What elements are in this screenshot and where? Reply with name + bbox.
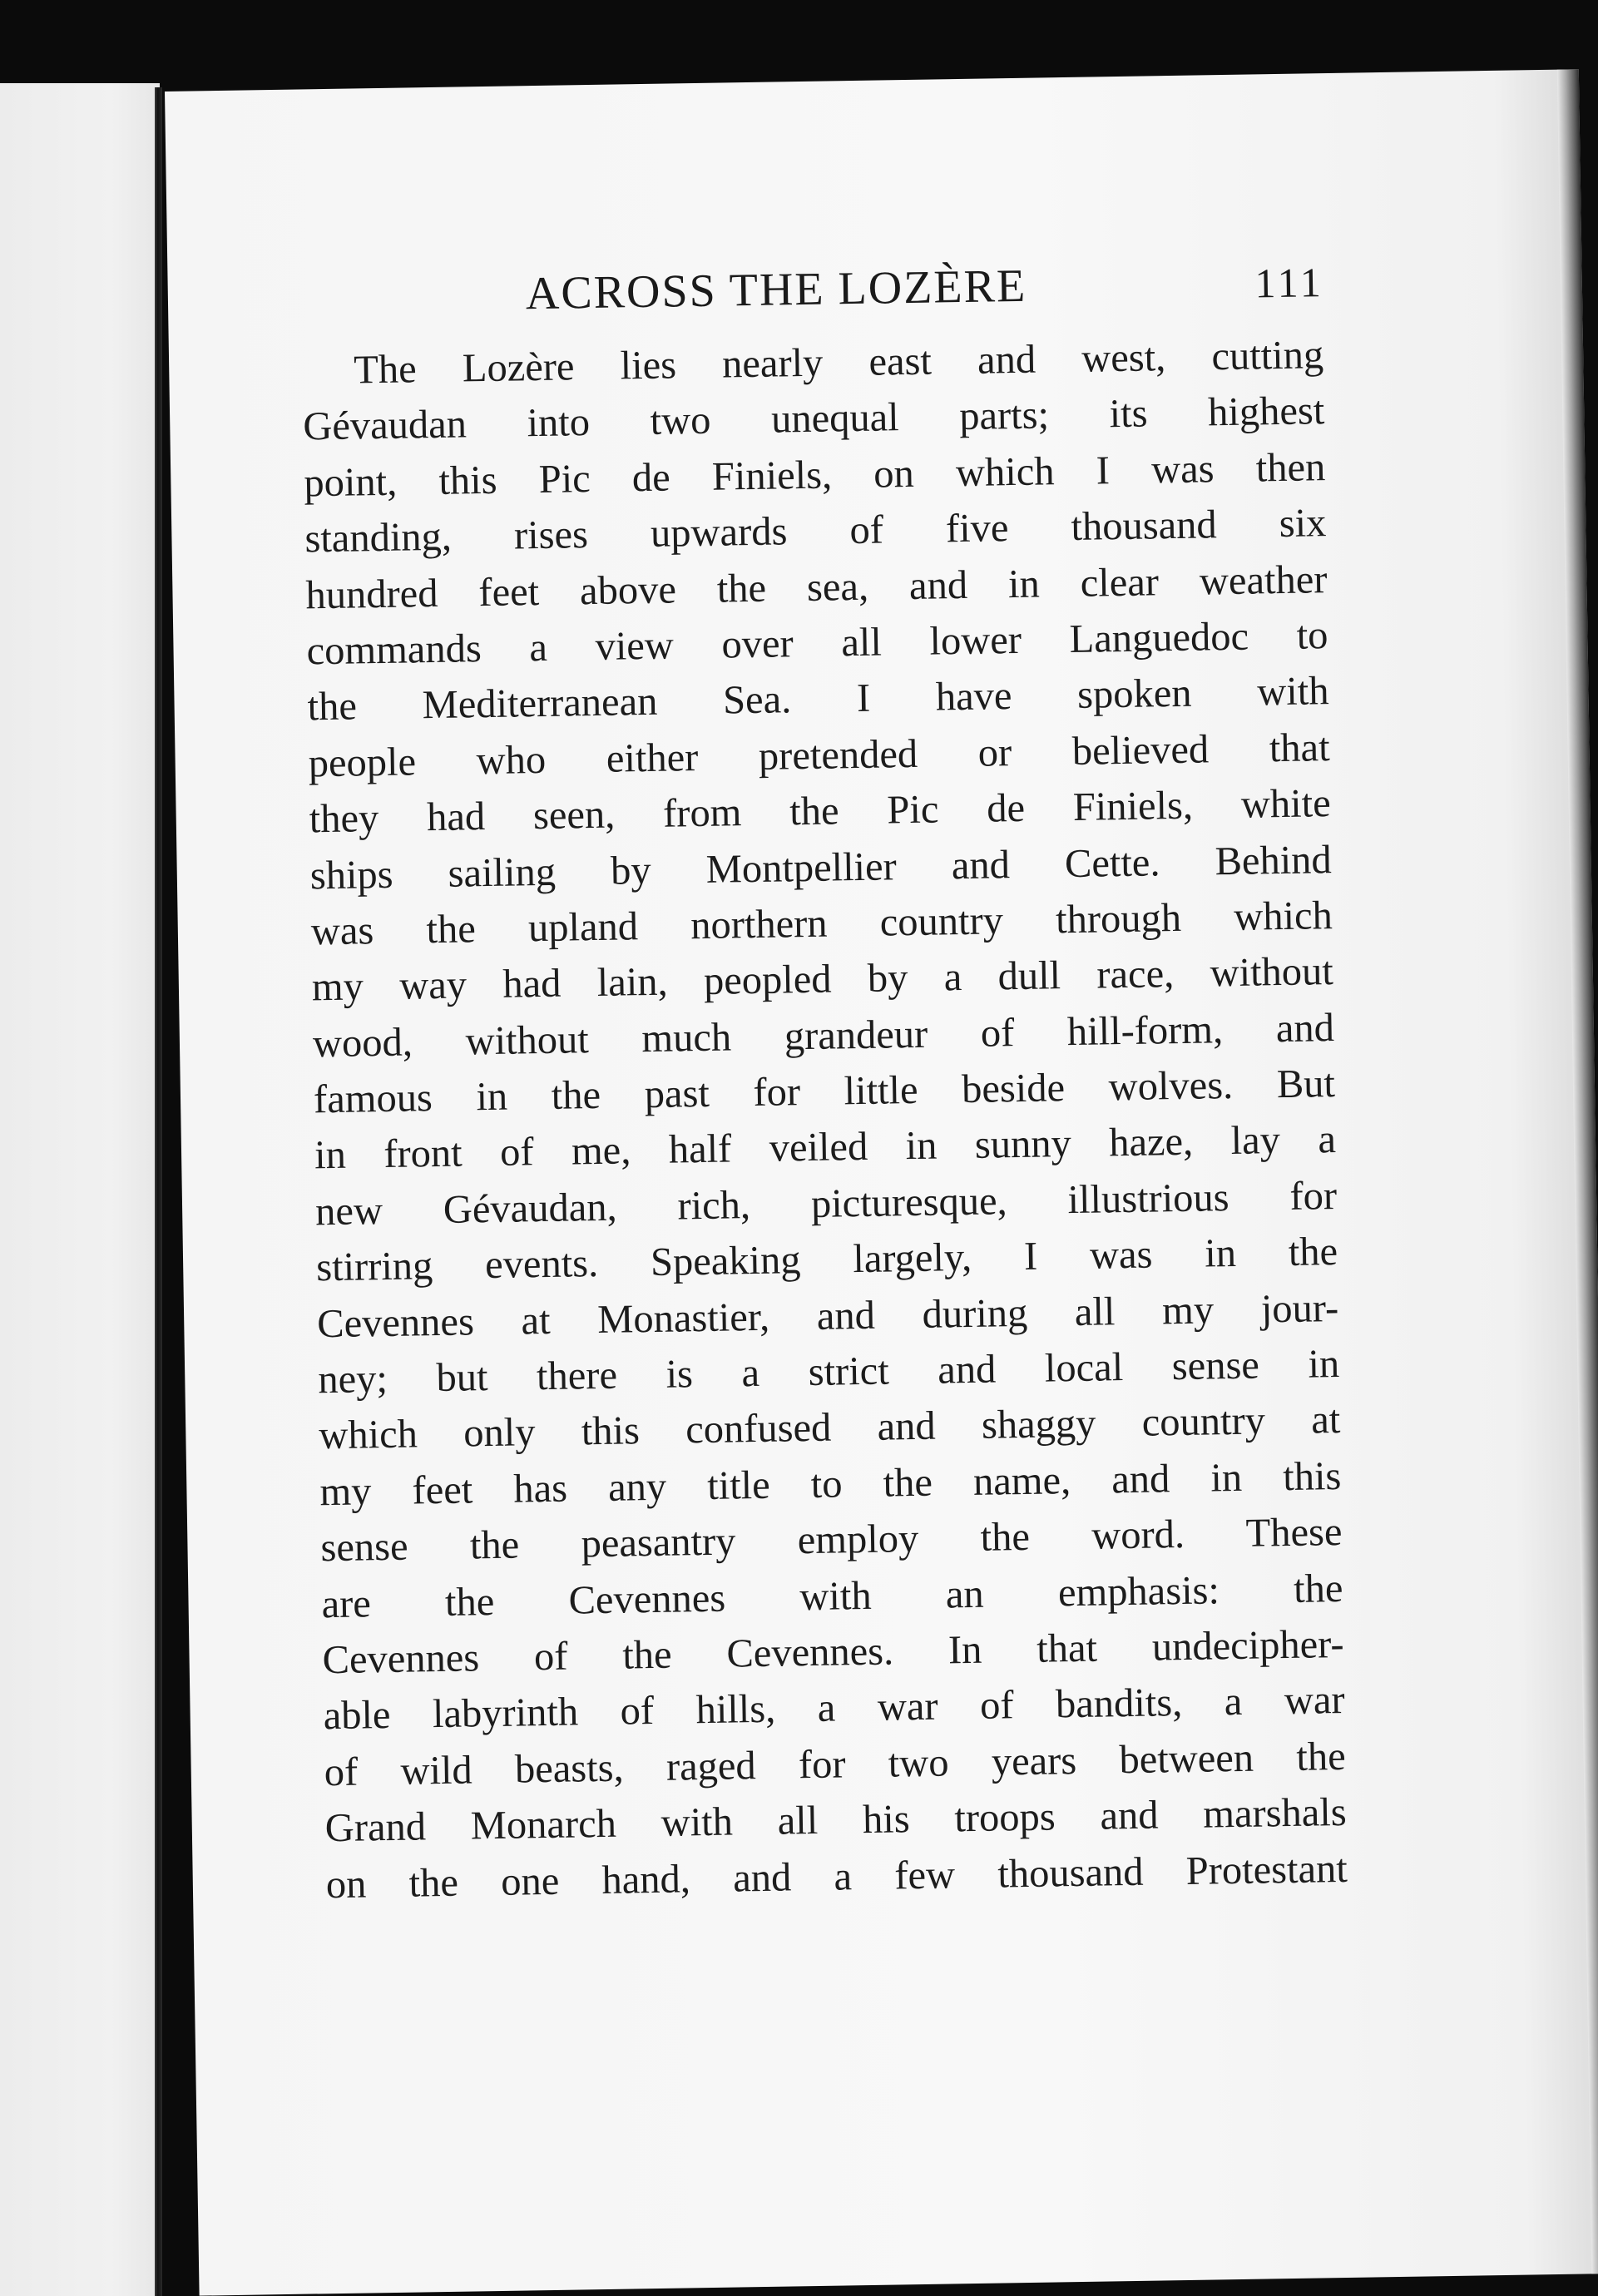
text-line: hundred feet above the sea, and in clear weather — [305, 557, 1328, 617]
text-line: my feet has any title to the name, and in this — [319, 1453, 1342, 1515]
text-line: my way had lain, peopled by a dull race, without — [311, 949, 1334, 1010]
text-line: Grand Monarch with all his troops and marshals — [324, 1790, 1348, 1851]
page-number: 111 — [1254, 259, 1325, 307]
body-text — [302, 327, 1348, 1913]
text-line: point, this Pic de Finiels, on which I was then — [303, 444, 1326, 506]
text-line: Cevennes at Monastier, and during all my jour- — [316, 1285, 1339, 1346]
text-line: which only this confused and shaggy country at — [318, 1398, 1341, 1458]
book-gutter — [155, 87, 162, 2296]
text-line: sense the peasantry employ the word. These — [320, 1510, 1343, 1571]
text-line: they had seen, from the Pic de Finiels, white — [309, 781, 1332, 842]
text-line: Cevennes of the Cevennes. In that undecipher- — [322, 1621, 1344, 1683]
running-title: ACROSS THE LOZÈRE — [525, 260, 1027, 320]
text-line: stirring events. Speaking largely, I was in the — [315, 1230, 1338, 1290]
running-head — [525, 255, 1324, 325]
text-line: Gévaudan into two unequal parts; its highest — [302, 388, 1325, 449]
text-line: standing, rises upwards of five thousand six — [304, 501, 1327, 562]
facing-page-edge — [0, 83, 160, 2296]
text-line: on the one hand, and a few thousand Protestant — [325, 1846, 1348, 1907]
text-line: ships sailing by Montpellier and Cette. Behind — [309, 837, 1333, 898]
text-line: of wild beasts, raged for two years between the — [324, 1734, 1347, 1794]
text-line: able labyrinth of hills, a war of bandits, a war — [323, 1678, 1345, 1739]
text-line: the Mediterranean Sea. I have spoken with — [307, 669, 1329, 730]
text-line: new Gévaudan, rich, picturesque, illustrious for — [314, 1173, 1338, 1235]
text-line: are the Cevennes with an emphasis: the — [321, 1566, 1343, 1626]
text-line: people who either pretended or believed that — [308, 725, 1330, 786]
book-page — [165, 69, 1598, 2295]
text-line: was the upland northern country through which — [310, 893, 1333, 954]
text-line: wood, without much grandeur of hill-form, and — [312, 1005, 1335, 1066]
text-line: commands a view over all lower Languedoc to — [306, 613, 1328, 674]
text-line: ney; but there is a strict and local sense in — [317, 1342, 1340, 1403]
text-line: in front of me, half veiled in sunny haze, lay a — [314, 1117, 1337, 1178]
page-edge-shadow — [1557, 69, 1598, 2274]
text-line: The Lozère lies nearly east and west, cutting — [353, 333, 1324, 393]
text-line: famous in the past for little beside wolves. But — [313, 1061, 1336, 1122]
